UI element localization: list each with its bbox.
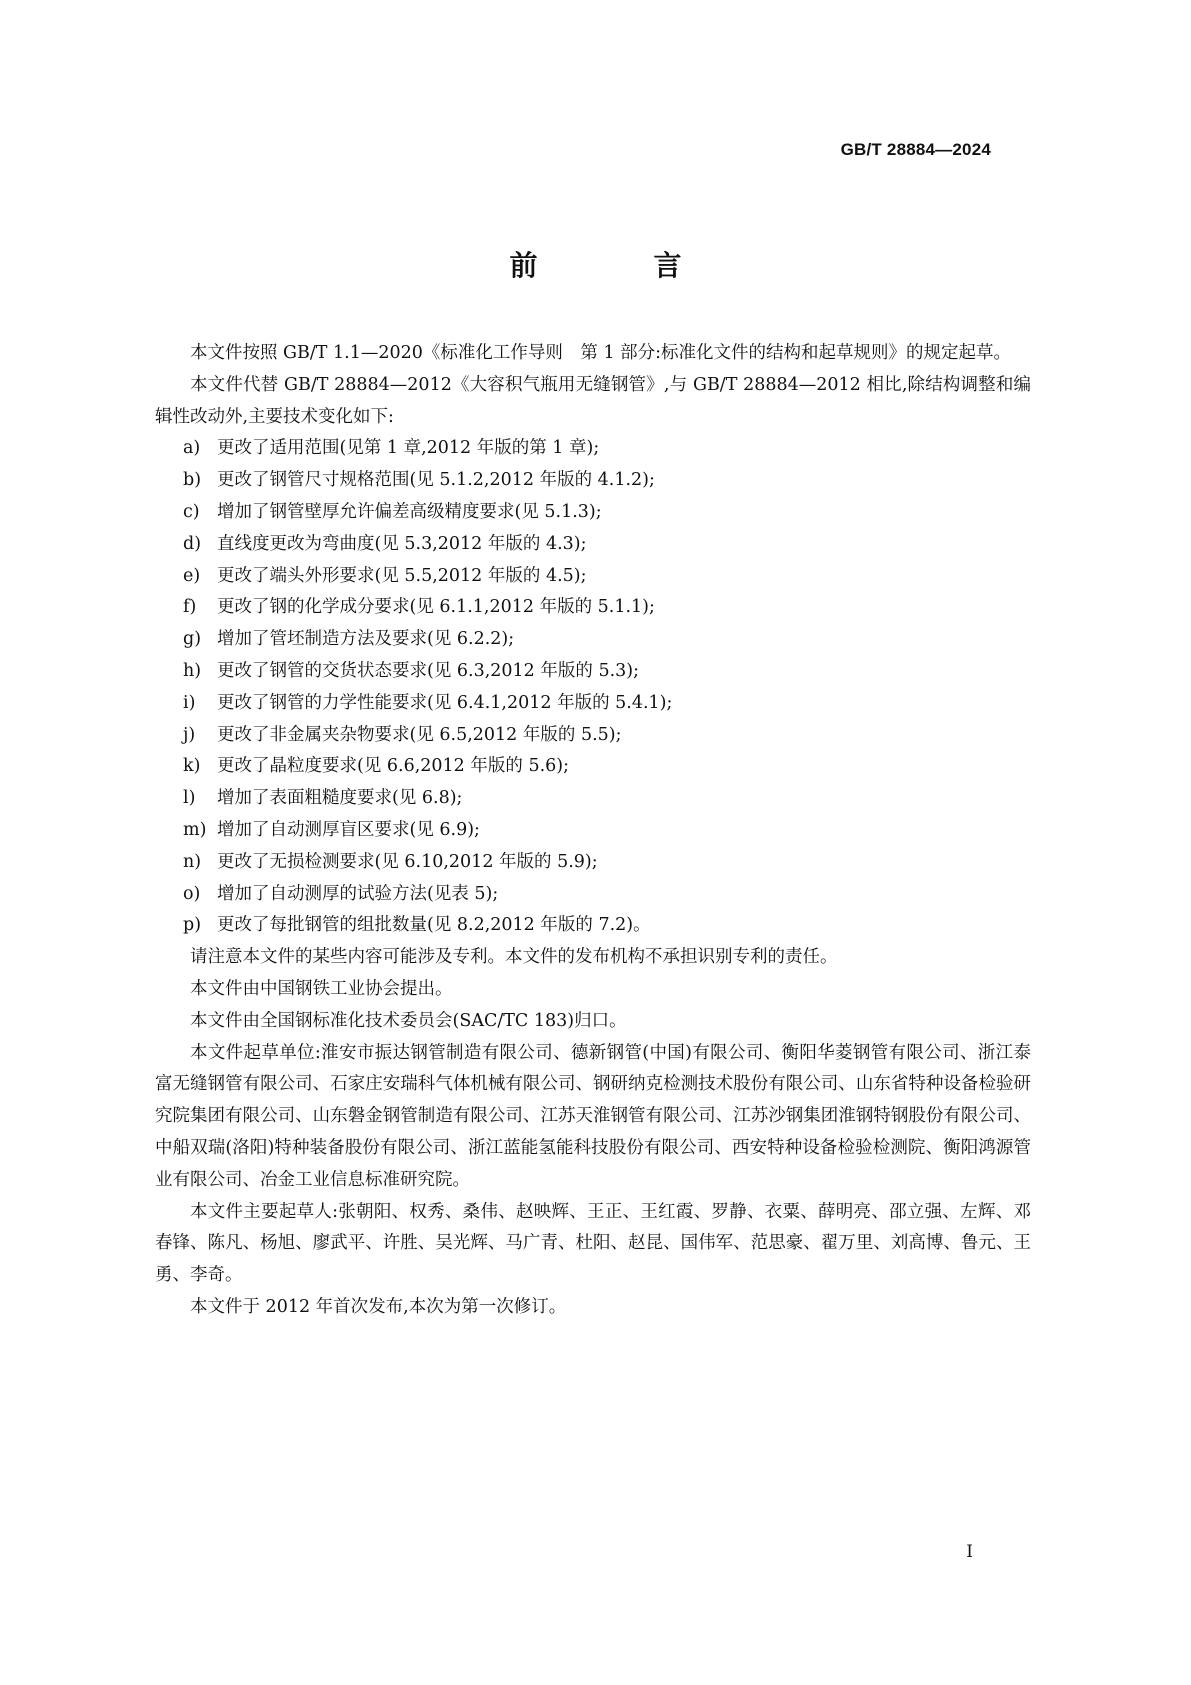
list-item-text: 更改了端头外形要求(见 5.5,2012 年版的 4.5);: [217, 565, 587, 586]
list-item-label: p): [183, 915, 202, 936]
list-item-label: a): [183, 438, 201, 459]
list-item-text: 增加了自动测厚盲区要求(见 6.9);: [217, 819, 480, 840]
page-number: I: [966, 1542, 973, 1562]
list-item-text: 更改了非金属夹杂物要求(见 6.5,2012 年版的 5.5);: [217, 724, 622, 745]
list-item-label: c): [183, 501, 200, 522]
list-item: [155, 465, 1031, 497]
page-title: 前 言: [509, 249, 726, 282]
list-item-label: m): [183, 819, 207, 840]
drafting-units: 本文件起草单位:淮安市振达钢管制造有限公司、德新钢管(中国)有限公司、衡阳华菱钢管有限公司、浙江泰富无缝钢管有限公司、石家庄安瑞科气体机械有限公司、钢研纳克检测技术股份有限公司、山东省特种设备检验研究院集团有限公司、山东磐金钢管制造有限公司、江苏天淮钢管有限公司、江苏沙钢集团淮钢特钢股份有限公司、中船双瑞(洛阳)特种装备股份有限公司、浙江蓝能氢能科技股份有限公司、西安特种设备检验检测院、衡阳鸿源管业有限公司、冶金工业信息标准研究院。: [155, 1042, 1031, 1190]
list-item: [155, 815, 1031, 847]
list-item: [155, 433, 1031, 465]
list-item: [155, 624, 1031, 656]
list-item-text: 增加了表面粗糙度要求(见 6.8);: [217, 788, 463, 809]
managed-by: 本文件由全国钢标准化技术委员会(SAC/TC 183)归口。: [190, 1010, 627, 1031]
list-item: [155, 688, 1031, 720]
list-item: [155, 751, 1031, 783]
list-item-label: e): [183, 565, 201, 586]
list-item: [155, 656, 1031, 688]
list-item: [155, 561, 1031, 593]
list-item-text: 更改了钢管的交货状态要求(见 6.3,2012 年版的 5.3);: [217, 660, 639, 681]
list-item: [155, 879, 1031, 911]
list-item-label: d): [183, 533, 202, 554]
list-item-text: 更改了钢的化学成分要求(见 6.1.1,2012 年版的 5.1.1);: [217, 597, 655, 618]
list-item: [155, 592, 1031, 624]
list-item-label: j): [183, 724, 196, 745]
list-item-label: g): [183, 629, 202, 650]
list-item-label: i): [183, 692, 196, 713]
list-item: [155, 497, 1031, 529]
intro-paragraph-replacement: 本文件代替 GB/T 28884—2012《大容积气瓶用无缝钢管》,与 GB/T 28884—2012 相比,除结构调整和编辑性改动外,主要技术变化如下:: [155, 374, 1031, 427]
list-item: [155, 910, 1031, 942]
list-item-label: o): [183, 883, 201, 904]
publication-history: 本文件于 2012 年首次发布,本次为第一次修订。: [190, 1296, 567, 1317]
list-item-text: 更改了钢管尺寸规格范围(见 5.1.2,2012 年版的 4.1.2);: [217, 470, 655, 491]
list-item-text: 更改了每批钢管的组批数量(见 8.2,2012 年版的 7.2)。: [217, 915, 651, 936]
list-item-label: f): [183, 597, 197, 618]
list-item: [155, 529, 1031, 561]
list-item-label: k): [183, 756, 201, 777]
main-drafters: 本文件主要起草人:张朝阳、权秀、桑伟、赵映辉、王正、王红霞、罗静、衣粟、薛明亮、邵立强、左辉、邓春锋、陈凡、杨旭、廖武平、许胜、吴光辉、马广青、杜阳、赵昆、国伟军、范思豪、翟万里、刘高博、鲁元、王勇、李奇。: [155, 1201, 1031, 1286]
document-body: [155, 338, 1031, 1324]
list-item-label: b): [183, 470, 202, 491]
list-item-label: h): [183, 660, 202, 681]
list-item-text: 直线度更改为弯曲度(见 5.3,2012 年版的 4.3);: [217, 533, 587, 554]
list-item-text: 增加了自动测厚的试验方法(见表 5);: [217, 883, 499, 904]
list-item-label: l): [183, 788, 196, 809]
list-item-label: n): [183, 851, 202, 872]
list-item-text: 增加了钢管壁厚允许偏差高级精度要求(见 5.1.3);: [217, 501, 602, 522]
list-item-text: 更改了晶粒度要求(见 6.6,2012 年版的 5.6);: [217, 756, 569, 777]
intro-paragraph-drafting-rules: 本文件按照 GB/T 1.1—2020《标准化工作导则 第 1 部分:标准化文件的结构和起草规则》的规定起草。: [190, 343, 1012, 363]
list-item: [155, 720, 1031, 752]
list-item-text: 更改了适用范围(见第 1 章,2012 年版的第 1 章);: [217, 438, 600, 459]
list-item-text: 增加了管坯制造方法及要求(见 6.2.2);: [217, 629, 515, 650]
technical-changes-list: [155, 433, 1031, 942]
list-item-text: 更改了钢管的力学性能要求(见 6.4.1,2012 年版的 5.4.1);: [217, 692, 673, 713]
document-code: GB/T 28884—2024: [840, 140, 991, 159]
list-item: [155, 783, 1031, 815]
patent-notice: 请注意本文件的某些内容可能涉及专利。本文件的发布机构不承担识别专利的责任。: [190, 947, 838, 968]
list-item: [155, 847, 1031, 879]
list-item-text: 更改了无损检测要求(见 6.10,2012 年版的 5.9);: [217, 851, 598, 872]
proposed-by: 本文件由中国钢铁工业协会提出。: [190, 978, 453, 999]
